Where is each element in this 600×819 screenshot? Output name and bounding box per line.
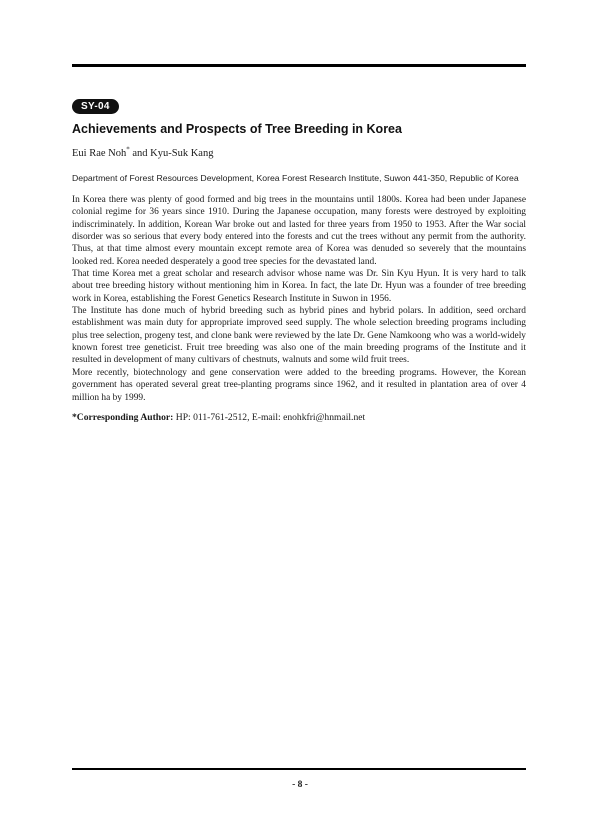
- header-rule: [72, 64, 526, 67]
- corresponding-author: [72, 412, 365, 423]
- author-second: Kyu-Suk Kang: [150, 148, 214, 159]
- paragraph: That time Korea met a great scholar and research advisor whose name was Dr. Sin Kyu Hyun. It is very hard to talk about tree breeding history without mentioning him in Korea. In fact, the late Dr. Hyun was a founder of tree breeding work in Korea, establishing the Forest Genetics Research Institute in Suwon in 1956.: [72, 269, 526, 304]
- paragraph: More recently, biotechnology and gene conservation were added to the breeding programs. However, the Korean government has operated several great tree-planting programs since 1962, and it resulted in plantation area of over 4 million ha by 1999.: [72, 367, 526, 403]
- author-first: Eui Rae Noh: [72, 148, 127, 159]
- footer-rule: [72, 768, 526, 770]
- page-number: - 8 -: [292, 780, 308, 790]
- session-tag: SY-04: [72, 99, 119, 114]
- author-line: [72, 145, 214, 159]
- author-joiner: and: [129, 148, 151, 159]
- abstract-body: [72, 194, 526, 404]
- corresponding-label: *Corresponding Author:: [72, 412, 174, 423]
- corresponding-mark: *: [126, 145, 130, 154]
- paragraph: In Korea there was plenty of good formed and big trees in the mountains until 1800s. Korea had been under Japanese colonial regime for 36 years since 1910. During the Japanese occupation, many forests were destroyed by exploiting indiscriminately. In addition, Korean War broke out and lasted for three years from 1950 to 1953. After the War social disorder was so serious that every body entered into the forests and cut the trees without any permit from the authority. Thus, at that time almost every mountain except remote area of Korea was denuded so severely that the mountains looked red. Korea needed desperately a good tree species for the devastated land.: [72, 195, 526, 267]
- affiliation: Department of Forest Resources Development, Korea Forest Research Institute, Suwon 441-350, Republic of Korea: [72, 173, 519, 183]
- paragraph: The Institute has done much of hybrid breeding such as hybrid pines and hybrid polars. In addition, seed orchard establishment was main duty for appropriate improved seed supply. The whole selection breeding programs including plus tree selection, progeny test, and clone bank were reviewed by the late Dr. Gene Namkoong who was a world-widely known forest tree geneticist. Fruit tree breeding was also one of the main breeding programs of the Institute and it resulted in development of many cultivars of chestnuts, walnuts and some wild fruit trees.: [72, 306, 526, 366]
- paper-title: Achievements and Prospects of Tree Breeding in Korea: [72, 122, 402, 136]
- corresponding-details: HP: 011-761-2512, E-mail: enohkfri@hnmail.net: [173, 412, 366, 423]
